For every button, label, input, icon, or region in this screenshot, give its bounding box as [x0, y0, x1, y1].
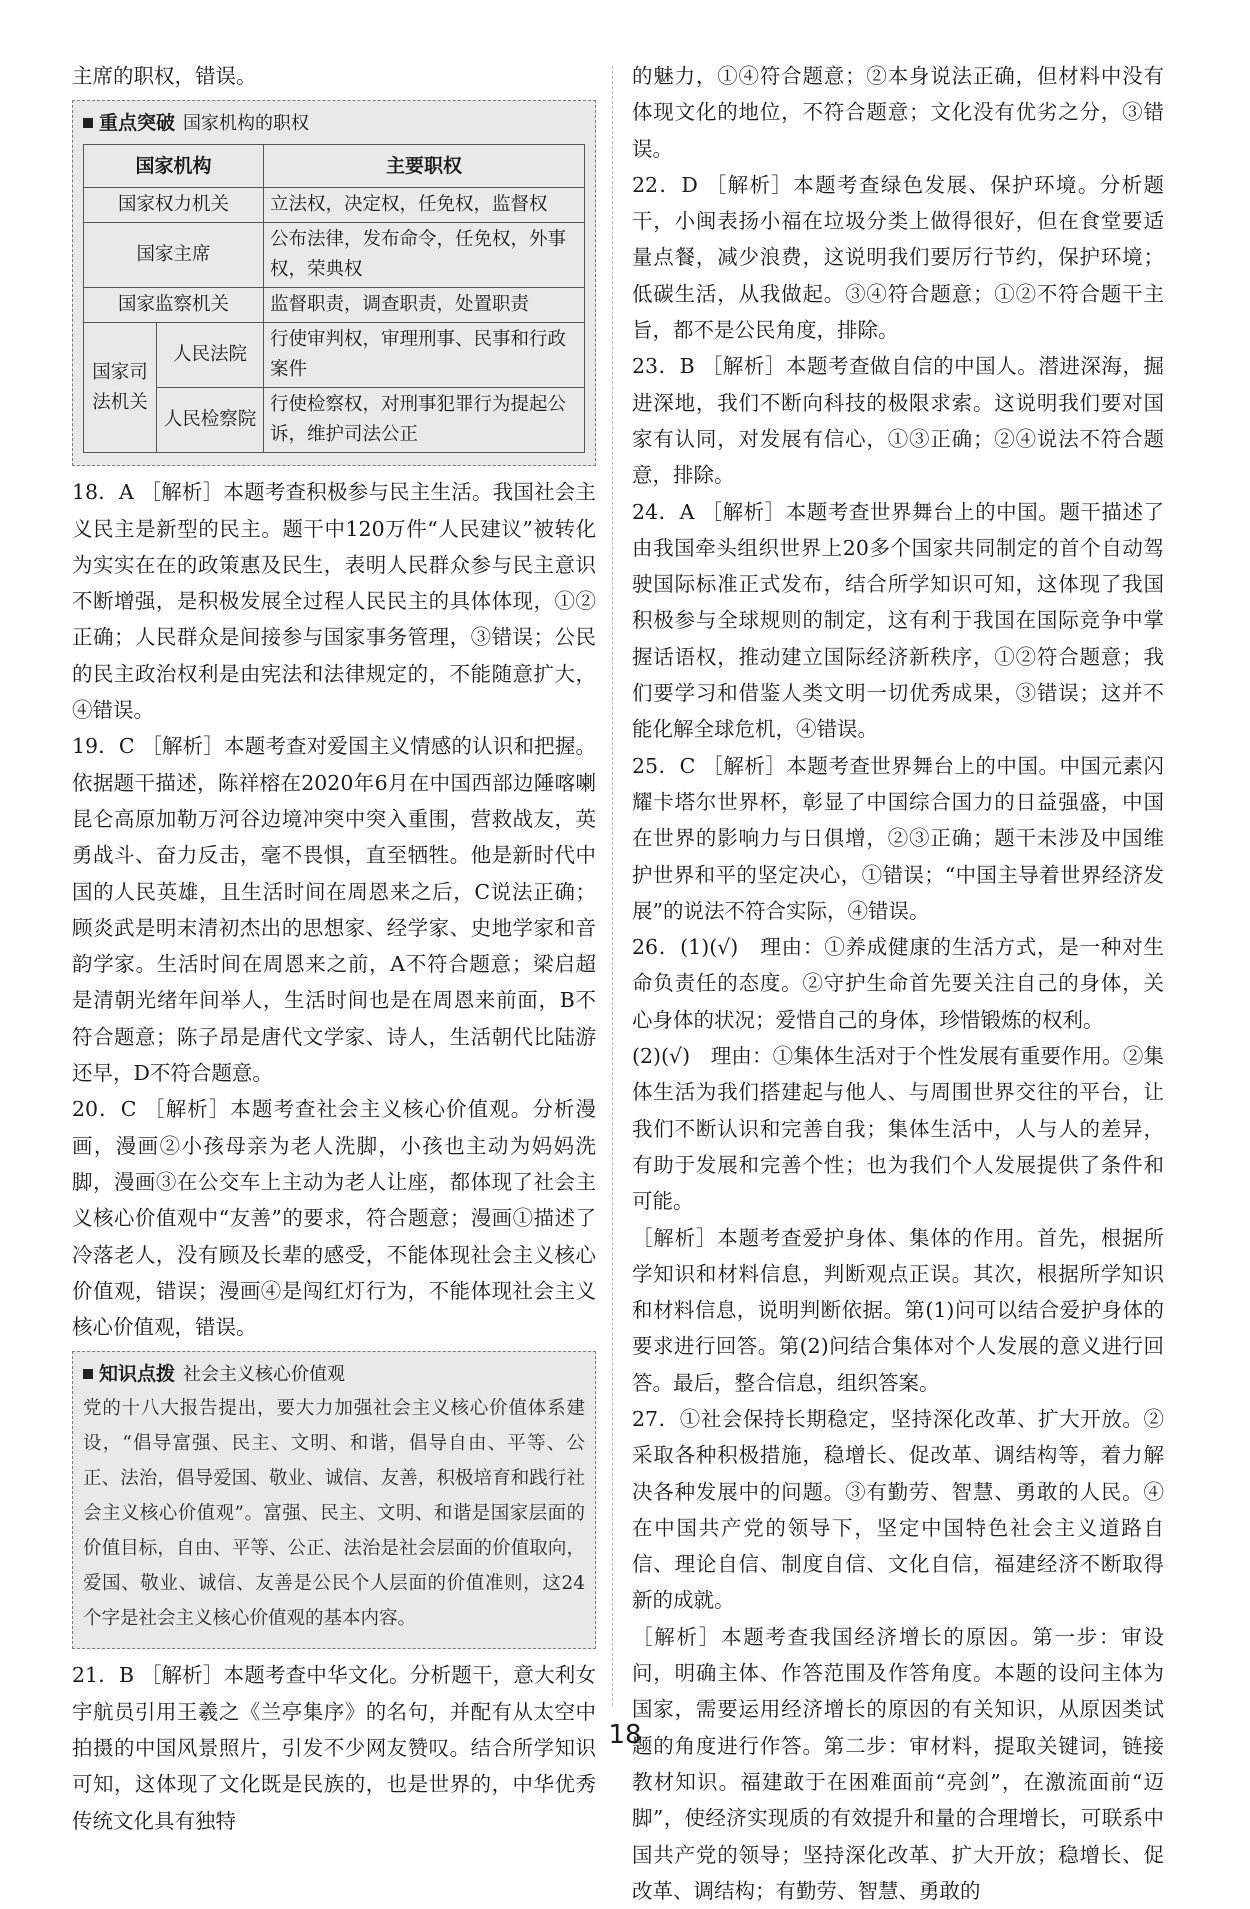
knowledge-tip-body: 党的十八大报告提出，要大力加强社会主义核心价值体系建设，“倡导富强、民主、文明、和谐，倡导自由、平等、公正、法治，倡导爱国、敬业、诚信、友善，积极培育和践行社会主义核心价值观”。富强、民主、文明、和谐是国家层面的价值目标，自由、平等、公正、法治是社会层面的价值取向，爱国、敬业、诚信、友善是公民个人层面的价值准则，这24个字是社会主义核心价值观的基本内容。 [83, 1398, 585, 1630]
answer-22: 22．D ［解析］本题考查绿色发展、保护环境。分析题干，小闽表扬小福在垃圾分类上做得很好，但在食堂要适量点餐，减少浪费，这说明我们要厉行节约，保护环境；低碳生活，从我做起。③④符合题意；①②不符合题干主旨，都不是公民角度，排除。 [632, 172, 1164, 343]
page-number: 18 [608, 1720, 642, 1750]
left-column [72, 58, 596, 1839]
key-points-header [83, 107, 585, 140]
table-header-powers: 主要职权 [264, 145, 585, 188]
answer-19: 19．C ［解析］本题考查对爱国主义情感的认识和把握。依据题干描述，陈祥榕在2020年6月在中国西部边陲喀喇昆仑高原加勒万河谷边境冲突中突入重围，营救战友，英勇战斗、奋力反击，毫不畏惧，直至牺牲。他是新时代中国的人民英雄，且生活时间在周恩来之后，C说法正确；顾炎武是明末清初杰出的思想家、经学家、史地学家和音韵学家。生活时间在周恩来之前，A不符合题意；梁启超是清朝光绪年间举人，生活时间也是在周恩来前面，B不符合题意；陈子昂是唐代文学家、诗人，生活朝代比陆游还早，D不符合题意。 [72, 734, 596, 1086]
answer-26-analysis: ［解析］本题考查爱护身体、集体的作用。首先，根据所学知识和材料信息，判断观点正误。其次，根据所学知识和材料信息，说明判断依据。第(1)问可以结合爱护身体的要求进行回答。第(2)问结合集体对个人发展的意义进行回答。最后，整合信息，组织答案。 [632, 1225, 1164, 1395]
powers-cell: 监督职责，调查职责，处置职责 [264, 288, 585, 323]
table-row [84, 288, 585, 323]
organ-cell: 国家主席 [84, 223, 264, 288]
answer-26-part-1: 26．(1)(√) 理由：①养成健康的生活方式，是一种对生命负责任的态度。②守护生命首先要关注自己的身体，关心身体的状况；爱惜自己的身体，珍惜锻炼的权利。 [632, 935, 1164, 1032]
powers-cell: 行使检察权，对刑事犯罪行为提起公诉，维护司法公正 [264, 388, 585, 453]
key-points-box [72, 100, 596, 466]
table-header-row [84, 145, 585, 188]
key-points-title: 国家机构的职权 [183, 113, 310, 135]
square-bullet-icon [83, 1369, 93, 1379]
key-points-tag: 重点突破 [99, 112, 176, 135]
powers-cell: 公布法律，发布命令，任免权，外事权，荣典权 [264, 223, 585, 288]
table-row [84, 223, 585, 288]
answer-23: 23．B ［解析］本题考查做自信的中国人。潜进深海，掘进深地，我们不断向科技的极限求索。这说明我们要对国家有认同，对发展有信心，①③正确；②④说法不符合题意，排除。 [632, 354, 1164, 488]
organ-cell: 人民检察院 [157, 388, 264, 453]
square-bullet-icon [83, 118, 93, 128]
table-row [84, 188, 585, 223]
organ-cell: 国家权力机关 [84, 188, 264, 223]
answer-27-analysis: ［解析］本题考查我国经济增长的原因。第一步：审设问，明确主体、作答范围及作答角度。本题的设问主体为国家，需要运用经济增长的原因的有关知识，从原因类试题的角度进行作答。第二步：审材料，提取关键词，链接教材知识。福建敢于在困难面前“亮剑”，在激流面前“迈脚”，使经济实现质的有效提升和量的合理增长，可联系中国共产党的领导；坚持深化改革、扩大开放；稳增长、促改革、调结构；有勤劳、智慧、勇敢的 [632, 1624, 1164, 1903]
answer-intro: 主席的职权，错误。 [72, 64, 257, 88]
answer-18: 18．A ［解析］本题考查积极参与民主生活。我国社会主义民主是新型的民主。题干中120万件“人民建议”被转化为实实在在的政策惠及民生，表明人民群众参与民主意识不断增强，是积极发展全过程人民民主的具体体现，①②正确；人民群众是间接参与国家事务管理，③错误；公民的民主政治权利是由宪法和法律规定的，不能随意扩大，④错误。 [72, 480, 596, 723]
answer-21: 21．B ［解析］本题考查中华文化。分析题干，意大利女宇航员引用王羲之《兰亭集序》的名句，并配有从太空中拍摄的中国风景照片，引发不少网友赞叹。结合所学知识可知，这体现了文化既是民族的，也是世界的，中华优秀传统文化具有独特 [72, 1663, 596, 1833]
table-row [84, 388, 585, 453]
knowledge-tip-tag: 知识点拨 [99, 1363, 176, 1386]
answer-25: 25．C ［解析］本题考查世界舞台上的中国。中国元素闪耀卡塔尔世界杯，彰显了中国综合国力的日益强盛，中国在世界的影响力与日俱增，②③正确；题干未涉及中国维护世界和平的坚定决心，①错误；“中国主导着世界经济发展”的说法不符合实际，④错误。 [632, 753, 1164, 923]
organ-cell: 国家监察机关 [84, 288, 264, 323]
table-header-organ: 国家机构 [84, 145, 264, 188]
answer-24: 24．A ［解析］本题考查世界舞台上的中国。题干描述了由我国牵头组织世界上20多个国家共同制定的首个自动驾驶国际标准正式发布，结合所学知识可知，这体现了我国积极参与全球规则的制定，这有利于我国在国际竞争中掌握话语权，推动建立国际经济新秩序，①②符合题意；我们要学习和借鉴人类文明一切优秀成果，③错误；这并不能化解全球危机，④错误。 [632, 499, 1164, 742]
answer-26-part-2: (2)(√) 理由：①集体生活对于个性发展有重要作用。②集体生活为我们搭建起与他人、与周围世界交往的平台，让我们不断认识和完善自我；集体生活中，人与人的差异，有助于发展和完善个性；也为我们个人发展提供了条件和可能。 [632, 1044, 1164, 1214]
right-column [632, 58, 1164, 1909]
answer-20: 20．C ［解析］本题考查社会主义核心价值观。分析漫画，漫画②小孩母亲为老人洗脚，小孩也主动为妈妈洗脚，漫画③在公交车上主动为老人让座，都体现了社会主义核心价值观中“友善”的要求，符合题意；漫画①描述了冷落老人，没有顾及长辈的感受，不能体现社会主义核心价值观，错误；漫画④是闯红灯行为，不能体现社会主义核心价值观，错误。 [72, 1097, 596, 1340]
state-organs-table [83, 144, 585, 453]
answer-21-continued: 的魅力，①④符合题意；②本身说法正确，但材料中没有体现文化的地位，不符合题意；文化没有优劣之分，③错误。 [632, 64, 1164, 161]
powers-cell: 立法权，决定权，任免权，监督权 [264, 188, 585, 223]
column-divider [612, 66, 614, 1706]
powers-cell: 行使审判权，审理刑事、民事和行政案件 [264, 323, 585, 388]
knowledge-tip-header [83, 1358, 585, 1391]
organ-cell: 人民法院 [157, 323, 264, 388]
judicial-group-cell: 国家司法机关 [84, 323, 157, 453]
knowledge-tip-title: 社会主义核心价值观 [183, 1364, 346, 1386]
table-row [84, 323, 585, 388]
knowledge-tip-box [72, 1351, 596, 1649]
answer-27: 27．①社会保持长期稳定，坚持深化改革、扩大开放。②采取各种积极措施，稳增长、促改革、调结构等，着力解决各种发展中的问题。③有勤劳、智慧、勇敢的人民。④在中国共产党的领导下，坚定中国特色社会主义道路自信、理论自信、制度自信、文化自信，福建经济不断取得新的成就。 [632, 1406, 1164, 1613]
